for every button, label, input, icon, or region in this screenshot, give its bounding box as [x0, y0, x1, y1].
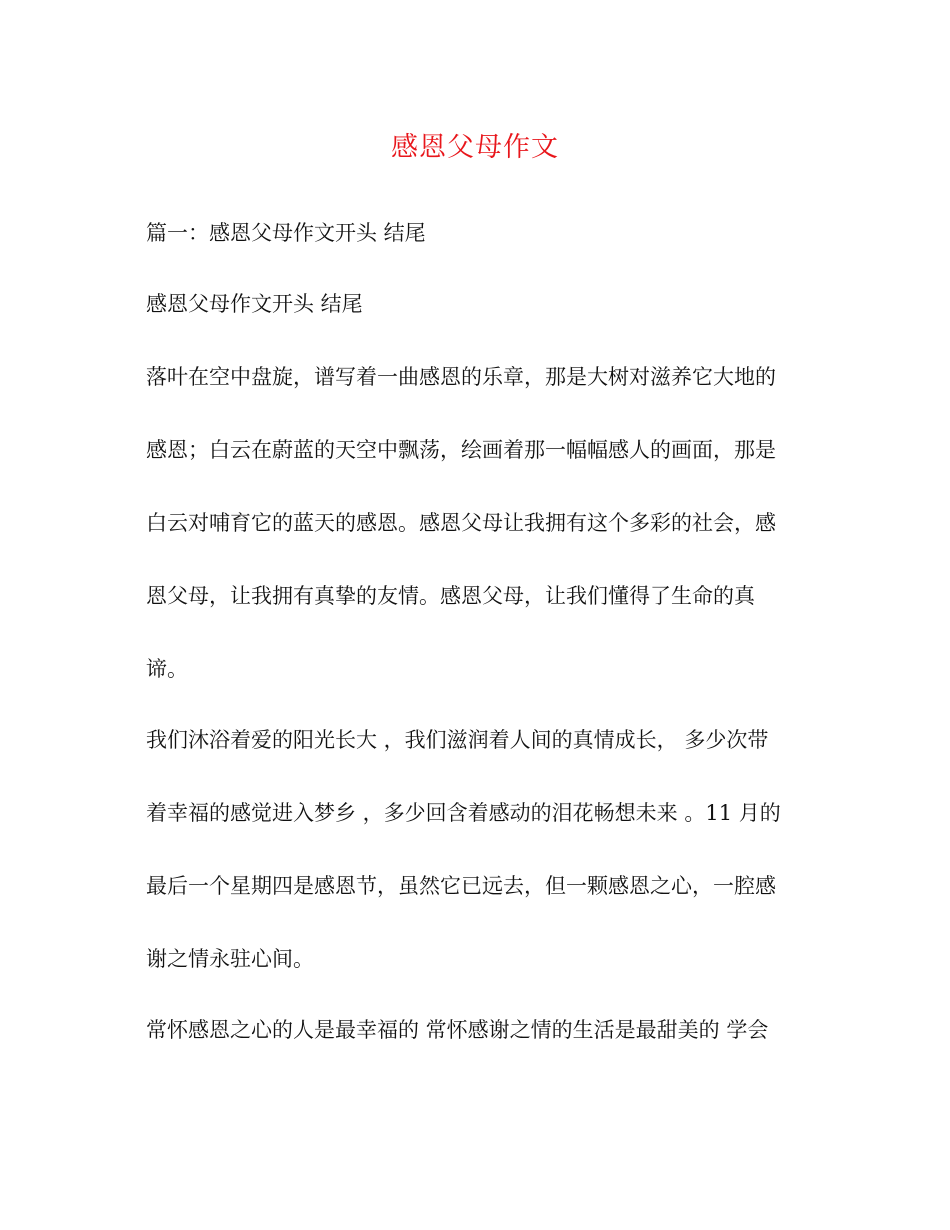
- text-line: 我们沐浴着爱的阳光长大 ，我们滋润着人间的真情成长， 多少次带: [146, 728, 769, 752]
- text-line: 常怀感恩之心的人是最幸福的 常怀感谢之情的生活是最甜美的 学会: [146, 1018, 769, 1042]
- text-line: 谛。: [146, 657, 188, 681]
- text-line: 白云对哺育它的蓝天的感恩。感恩父母让我拥有这个多彩的社会，感: [146, 511, 776, 535]
- text-line: 谢之情永驻心间。: [146, 947, 314, 971]
- text-line: 感恩；白云在蔚蓝的天空中飘荡，绘画着那一幅幅感人的画面，那是: [146, 438, 776, 462]
- text-line: 落叶在空中盘旋，谱写着一曲感恩的乐章，那是大树对滋养它大地的: [146, 365, 776, 389]
- text-line: 恩父母，让我拥有真挚的友情。感恩父母，让我们懂得了生命的真: [146, 584, 755, 608]
- section-subheading: 感恩父母作文开头 结尾: [146, 292, 363, 316]
- document-title: 感恩父母作文: [391, 132, 559, 163]
- section-heading: 篇一：感恩父母作文开头 结尾: [146, 221, 426, 245]
- text-line: 着幸福的感觉进入梦乡 ，多少回含着感动的泪花畅想未来 。11 月的: [146, 801, 781, 825]
- text-line: 最后一个星期四是感恩节，虽然它已远去，但一颗感恩之心，一腔感: [146, 874, 776, 898]
